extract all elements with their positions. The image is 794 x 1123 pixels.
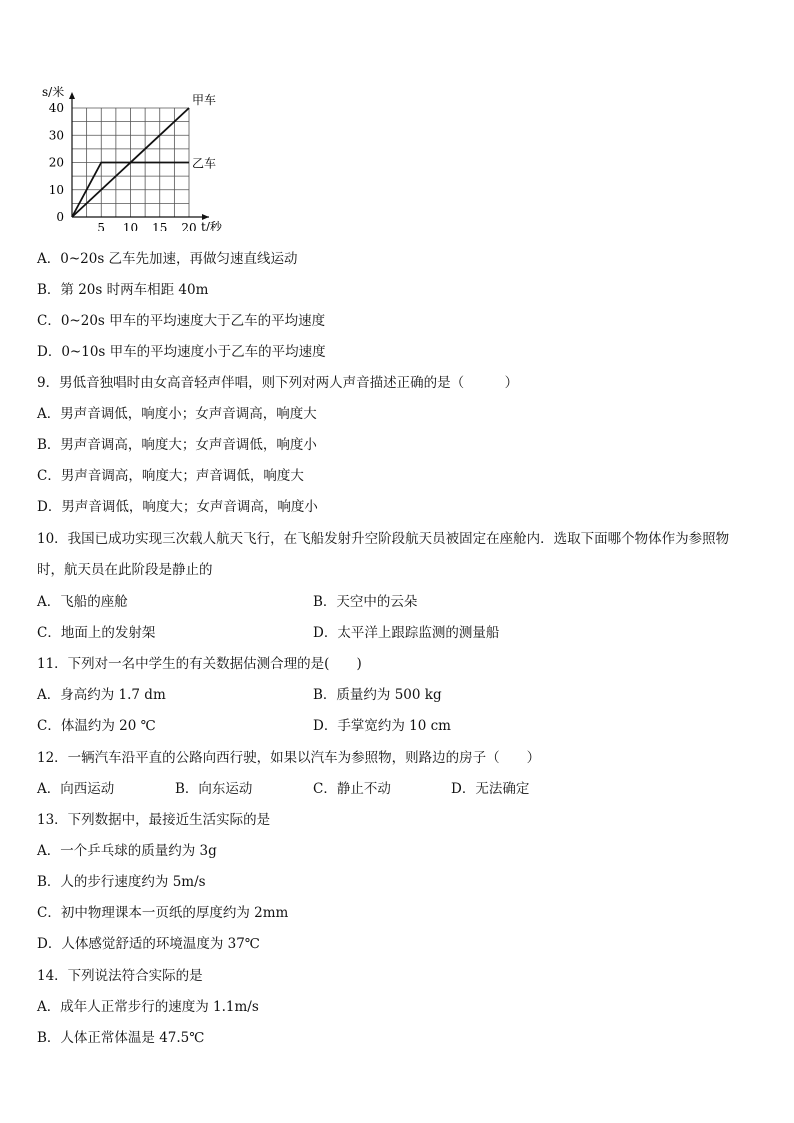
- y-tick-label: 30: [48, 128, 64, 143]
- q10-stem-line2: 时，航天员在此阶段是静止的: [37, 562, 213, 578]
- y-axis-arrow: [69, 92, 75, 99]
- q9-stem: 9．男低音独唱时由女高音轻声伴唱，则下列对两人声音描述正确的是（ ）: [37, 375, 519, 391]
- q13-option-b: B．人的步行速度约为 5m/s: [37, 874, 206, 890]
- q8-option-b: B．第 20s 时两车相距 40m: [37, 282, 209, 298]
- q10-option-c: C．地面上的发射架: [37, 625, 156, 641]
- q13-option-c: C．初中物理课本一页纸的厚度约为 2mm: [37, 905, 289, 921]
- y-tick-label: 40: [48, 101, 64, 115]
- q9-option-d: D．男声音调低，响度大；女声音调高，响度小: [37, 499, 318, 515]
- q10-option-a: A．飞船的座舱: [37, 594, 128, 610]
- q11-option-a: A．身高约为 1.7 dm: [37, 687, 166, 703]
- q12-stem: 12．一辆汽车沿平直的公路向西行驶，如果以汽车为参照物，则路边的房子（ ）: [37, 750, 541, 766]
- q14-option-a: A．成年人正常步行的速度为 1.1m/s: [37, 999, 259, 1015]
- series-label: 甲车: [192, 93, 217, 107]
- q13-stem: 13．下列数据中，最接近生活实际的是: [37, 812, 271, 828]
- y-tick-label: 20: [48, 155, 64, 170]
- q13-option-a: A．一个乒乓球的质量约为 3g: [37, 843, 217, 859]
- q8-option-c: C．0~20s 甲车的平均速度大于乙车的平均速度: [37, 313, 326, 329]
- q11-stem: 11．下列对一名中学生的有关数据估测合理的是( ): [37, 656, 362, 672]
- x-tick-label: 10: [122, 221, 139, 231]
- q14-option-b: B．人体正常体温是 47.5℃: [37, 1030, 205, 1046]
- q14-stem: 14．下列说法符合实际的是: [37, 968, 203, 984]
- q11-option-b: B．质量约为 500 kg: [313, 687, 442, 703]
- q9-option-c: C．男声音调高，响度大；声音调低，响度大: [37, 468, 304, 484]
- q8-option-d: D．0~10s 甲车的平均速度小于乙车的平均速度: [37, 344, 326, 360]
- q13-option-d: D．人体感觉舒适的环境温度为 37℃: [37, 936, 260, 952]
- q12-option-c: C．静止不动: [313, 781, 391, 797]
- q8-option-a: A．0~20s 乙车先加速，再做匀速直线运动: [37, 251, 298, 267]
- y-axis-label: s/米: [42, 86, 65, 99]
- y-tick-label: 10: [48, 182, 64, 197]
- x-tick-label: 20: [181, 221, 197, 231]
- q11-option-c: C．体温约为 20 ℃: [37, 718, 156, 734]
- series-label: 乙车: [192, 156, 217, 171]
- q12-option-b: B．向东运动: [175, 781, 253, 797]
- q10-option-d: D．太平洋上跟踪监测的测量船: [313, 625, 500, 641]
- distance-time-graph: [38, 86, 238, 231]
- x-axis-label: t/秒: [201, 220, 222, 231]
- q9-option-b: B．男声音调高，响度大；女声音调低，响度小: [37, 437, 317, 453]
- q9-option-a: A．男声音调低，响度小；女声音调高，响度大: [37, 406, 317, 422]
- q12-option-d: D．无法确定: [451, 781, 530, 797]
- q10-option-b: B．天空中的云朵: [313, 594, 418, 610]
- x-tick-label: 5: [97, 221, 106, 231]
- q12-option-a: A．向西运动: [37, 781, 115, 797]
- q11-option-d: D．手掌宽约为 10 cm: [313, 718, 451, 734]
- x-tick-label: 15: [152, 221, 168, 231]
- y-tick-label: 0: [56, 210, 64, 224]
- q10-stem-line1: 10．我国已成功实现三次载人航天飞行，在飞船发射升空阶段航天员被固定在座舱内．选取下面哪个物体作为参照物: [37, 531, 730, 547]
